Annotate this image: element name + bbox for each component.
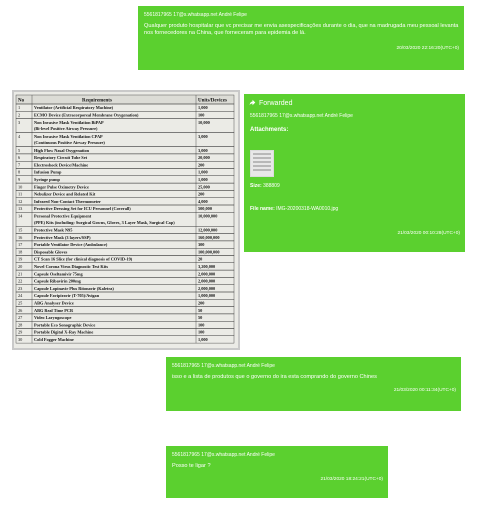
table-cell-requirement: Respiratory Circuit Tube Set xyxy=(34,155,88,161)
table-cell-no: 25 xyxy=(18,300,23,306)
table-cell-no: 15 xyxy=(18,227,23,233)
table-cell-requirement-line2: (PPE) Kits (including: Surgical Gowns, Gloves, 3 Layer Mask, Surgical Cap) xyxy=(34,219,175,225)
table-cell-requirement: Electroshock Device/Machine xyxy=(34,162,89,168)
table-header-cell: Requirements xyxy=(82,98,112,104)
table-cell-requirement: Capsule Lopinavir Plus Ritonavir (Kaletra) xyxy=(34,285,114,291)
message-timestamp: 20/03/2020 22:16:20(UTC+0) xyxy=(396,46,459,51)
document-table-image xyxy=(12,90,240,350)
table-cell-units: 100 xyxy=(198,329,205,335)
table-cell-units: 1,000 xyxy=(198,105,208,111)
table-cell-no: 2 xyxy=(18,112,21,118)
table-cell-requirement: Protective Mask N95 xyxy=(34,227,73,233)
table-cell-requirement: Finger Pulse Oximetry Device xyxy=(34,184,89,190)
table-cell-units: 1,000 xyxy=(198,337,208,342)
table-cell-units: 4,000 xyxy=(198,198,208,204)
table-cell-no: 9 xyxy=(18,177,21,182)
table-cell-no: 29 xyxy=(18,329,23,335)
filename-label: File name: xyxy=(250,206,275,212)
forward-arrow-icon xyxy=(249,99,256,108)
table-cell-no: 22 xyxy=(18,278,23,284)
image-thumbnail-icon[interactable] xyxy=(250,150,274,177)
table-cell-requirement: Portable Digital X-Ray Machine xyxy=(34,329,94,335)
table-cell-no: 3 xyxy=(18,119,21,125)
table-cell-units: 100,000,000 xyxy=(198,249,220,255)
message-timestamp: 21/03/2020 00:10:28(UTC+0) xyxy=(397,231,460,236)
table-cell-no: 6 xyxy=(18,155,21,161)
table-cell-requirement: Video Laryngoscope xyxy=(34,315,72,321)
table-cell-units: 200 xyxy=(198,300,205,306)
table-cell-units: 1,000 xyxy=(198,177,208,182)
table-cell-units: 12,000,000 xyxy=(198,227,218,233)
table-cell-units: 2,000,000 xyxy=(198,271,216,277)
table-cell-no: 19 xyxy=(18,256,23,262)
message-sender: 5561817965 17@s.whatsapp.net André Felipe xyxy=(144,12,247,18)
table-cell-requirement-line2: (Continuous Positive Airway Pressure) xyxy=(34,140,105,146)
forwarded-label: Forwarded xyxy=(259,100,293,107)
table-cell-units: 2,000,000 xyxy=(198,285,216,291)
table-cell-units: 1,000,000 xyxy=(198,293,216,299)
table-cell-requirement: Disposable Gloves xyxy=(34,249,68,255)
table-cell-units: 160,000,000 xyxy=(198,234,220,240)
forwarded-indicator xyxy=(249,99,292,108)
table-cell-units: 100 xyxy=(198,112,205,118)
table-cell-no: 11 xyxy=(18,191,23,197)
table-cell-no: 5 xyxy=(18,147,21,153)
table-cell-no: 10 xyxy=(18,184,23,190)
table-cell-units: 10,000,000 xyxy=(198,213,218,219)
table-cell-requirement: Cold Fogger Machine xyxy=(34,337,74,342)
table-cell-units: 300 xyxy=(198,242,205,248)
table-cell-units: 20,000 xyxy=(198,155,210,161)
table-cell-units: 100 xyxy=(198,322,205,328)
message-sender: 5561817965 17@s.whatsapp.net André Felipe xyxy=(172,452,275,458)
attachments-title: Attachments: xyxy=(250,127,289,133)
table-cell-units: 10,000 xyxy=(198,119,210,125)
table-cell-requirement: Protective Mask (3 layers/SSP) xyxy=(34,234,91,240)
table-header-cell: No xyxy=(18,98,25,104)
table-cell-units: 3,200,000 xyxy=(198,264,216,269)
size-label: Size: xyxy=(250,183,262,189)
filename-value: IMG-20200318-WA0010.jpg xyxy=(276,206,339,212)
table-cell-requirement: Novel Corona Virus Diagnostic Test Kits xyxy=(34,264,109,269)
table-cell-requirement: High Flow Nasal Oxygenation xyxy=(34,147,90,153)
table-cell-no: 1 xyxy=(18,105,21,111)
table-cell-units: 2,000,000 xyxy=(198,278,216,284)
table-cell-requirement: Portable Ventilator Device (Ambulance) xyxy=(34,242,108,248)
table-cell-requirement: ECMO Device (Extracorporeal Membrane Oxygenation) xyxy=(34,112,139,118)
table-cell-requirement: Capsule Oseltamivir 75mg xyxy=(34,271,83,277)
table-cell-no: 30 xyxy=(18,337,23,342)
table-cell-units: 500,000 xyxy=(198,206,212,212)
table-cell-units: 25,000 xyxy=(198,184,210,190)
table-cell-no: 26 xyxy=(18,307,23,313)
table-cell-requirement: Capsule Favipiravir (T-705)/Avigan xyxy=(34,293,100,299)
table-cell-units: 3,000 xyxy=(198,133,208,139)
table-cell-units: 50 xyxy=(198,307,203,313)
message-text: Qualquer produto hospitalar que vc precisar me envia asespecificações durante o dia, que na madrugada meu pessoal levanta nos fornecedores na China, que forneceram para epidemia de lá. xyxy=(144,23,459,36)
message-text: isso e a lista de produtos que o governo do ira esta comprando do governo Chines xyxy=(172,374,377,380)
table-cell-requirement: Personal Protective Equipment xyxy=(34,213,92,219)
table-cell-requirement: ABG Analyser Device xyxy=(34,300,74,306)
table-cell-no: 24 xyxy=(18,293,23,299)
table-cell-no: 21 xyxy=(18,271,23,277)
table-cell-units: 200 xyxy=(198,191,205,197)
message-sender: 5561817965 17@s.whatsapp.net André Felipe xyxy=(172,363,275,369)
table-cell-units: 3,000 xyxy=(198,147,208,153)
table-cell-requirement: CT Scan 16 Slice (for clinical diagnosis of COVID-19) xyxy=(34,256,133,262)
table-cell-requirement: ABG Real Time PCR xyxy=(34,307,74,313)
table-cell-no: 14 xyxy=(18,213,23,219)
size-value: 388809 xyxy=(263,183,280,189)
table-cell-requirement: Portable Eco Sonographic Device xyxy=(34,322,96,328)
table-cell-no: 7 xyxy=(18,162,21,168)
table-cell-requirement: Protective Dressing Set for ICU Personnel (Coverall) xyxy=(34,206,131,212)
table-cell-no: 16 xyxy=(18,234,23,240)
message-bubble-3 xyxy=(166,357,461,411)
message-bubble-forwarded xyxy=(244,94,465,252)
table-cell-no: 20 xyxy=(18,264,23,269)
table-cell-no: 17 xyxy=(18,242,23,248)
message-timestamp: 21/03/2020 18:24:21(UTC+0) xyxy=(320,477,383,482)
message-text: Posso te ligar ? xyxy=(172,463,211,469)
message-sender: 5561817965 17@s.whatsapp.net André Felipe xyxy=(250,113,353,119)
table-cell-no: 27 xyxy=(18,315,23,321)
table-header-cell: Units/Devices xyxy=(198,98,227,104)
table-cell-no: 13 xyxy=(18,206,23,212)
table-cell-requirement: Ventilator (Artificial Respiratory Machine) xyxy=(34,105,114,111)
table-cell-requirement: Non Invasive Mask Ventilation BiPAP xyxy=(34,119,104,125)
table-cell-units: 20 xyxy=(198,256,203,262)
table-cell-requirement: Non Invasive Mask Ventilation CPAP xyxy=(34,133,103,139)
attachment-photo[interactable] xyxy=(12,90,240,350)
table-cell-no: 18 xyxy=(18,249,23,255)
table-cell-no: 28 xyxy=(18,322,23,328)
table-cell-units: 1,000 xyxy=(198,169,208,175)
table-cell-no: 12 xyxy=(18,198,23,204)
message-timestamp: 21/03/2020 00:11:34(UTC+0) xyxy=(393,388,456,393)
table-cell-no: 8 xyxy=(18,169,21,175)
table-cell-units: 50 xyxy=(198,315,203,321)
table-cell-requirement: Syringe pump xyxy=(34,177,60,182)
table-cell-no: 4 xyxy=(18,133,21,139)
message-bubble-4 xyxy=(166,446,388,498)
table-cell-units: 200 xyxy=(198,162,205,168)
table-cell-requirement: Infrared Non-Contact Thermometer xyxy=(34,198,101,204)
table-cell-no: 23 xyxy=(18,285,23,291)
table-cell-requirement: Capsule Ribavirin 200mg xyxy=(34,278,81,284)
attachment-size xyxy=(250,183,280,189)
attachment-filename xyxy=(250,206,338,212)
table-cell-requirement: Nebulizer Device and Related Kit xyxy=(34,191,96,197)
table-cell-requirement-line2: (Bi-level Positive Airway Pressure) xyxy=(34,126,98,132)
table-cell-requirement: Infusion Pump xyxy=(34,169,62,175)
message-bubble-1 xyxy=(138,6,464,70)
